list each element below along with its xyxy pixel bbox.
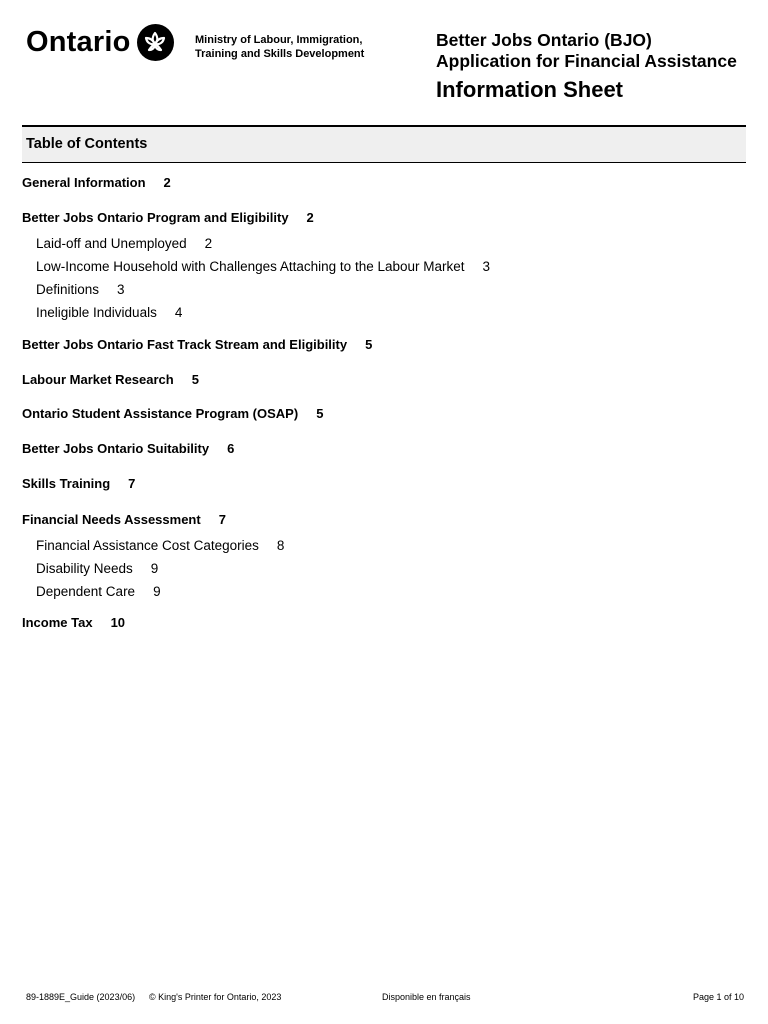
document-title [436, 30, 756, 103]
toc-entry-skills-training[interactable] [22, 476, 135, 491]
toc-entry-label: Better Jobs Ontario Fast Track Stream and Eligibility [22, 337, 348, 352]
toc-entry-label: Laid-off and Unemployed [36, 236, 187, 251]
toc-entry-label: Skills Training [22, 476, 111, 491]
toc-entry-disability-needs[interactable] [36, 561, 158, 576]
toc-entry-page: 2 [306, 210, 314, 225]
copyright: © King's Printer for Ontario, 2023 [149, 992, 282, 1002]
toc-entry-page: 9 [153, 584, 161, 599]
toc-entry-labour-market[interactable] [22, 372, 199, 387]
logo-wordmark: Ontario [26, 26, 131, 58]
toc-entry-page: 6 [227, 441, 235, 456]
toc-entry-osap[interactable] [22, 406, 323, 421]
toc-entry-page: 2 [204, 236, 213, 251]
page-footer [0, 992, 768, 1004]
toc-entry-label: Financial Needs Assessment [22, 512, 201, 527]
toc-entry-label: Low-Income Household with Challenges Attaching to the Labour Market [36, 259, 465, 274]
toc-entry-page: 3 [482, 259, 491, 274]
toc-entry-definitions[interactable] [36, 282, 125, 297]
toc-entry-page: 5 [191, 372, 199, 387]
toc-entry-page: 7 [128, 476, 136, 491]
form-id: 89-1889E_Guide (2023/06) [26, 992, 136, 1002]
toc-entry-fast-track[interactable] [22, 337, 372, 352]
toc-entry-label: Financial Assistance Cost Categories [36, 538, 259, 553]
toc-entry-page: 3 [117, 282, 125, 297]
toc-entry-low-income[interactable] [36, 259, 490, 274]
toc-entry-page: 2 [163, 175, 171, 190]
toc-entry-page: 9 [150, 561, 159, 576]
toc-entry-ineligible[interactable] [36, 305, 182, 320]
ministry-line-1: Ministry of Labour, Immigration, [195, 34, 363, 46]
toc-entry-page: 5 [316, 406, 324, 421]
toc-entry-laid-off[interactable] [36, 236, 212, 251]
toc-entry-cost-categories[interactable] [36, 538, 284, 553]
toc-entry-page: 8 [276, 538, 285, 553]
title-line-3: Information Sheet [436, 77, 624, 102]
toc-entry-dependent-care[interactable] [36, 584, 161, 599]
toc-entry-label: Better Jobs Ontario Suitability [22, 441, 210, 456]
french-availability: Disponible en français [382, 992, 471, 1002]
toc-entry-suitability[interactable] [22, 441, 234, 456]
page-number: Page 1 of 10 [693, 992, 745, 1002]
toc-entry-income-tax[interactable] [22, 615, 125, 630]
toc-entry-label: Disability Needs [36, 561, 133, 576]
toc-entry-financial-needs[interactable] [22, 512, 226, 527]
toc-entry-page: 5 [365, 337, 373, 352]
toc-heading: Table of Contents [26, 136, 148, 152]
toc-entry-label: Definitions [36, 282, 100, 297]
trillium-icon [137, 24, 174, 61]
toc-entry-general-information[interactable] [22, 175, 171, 190]
toc-entry-label: Ontario Student Assistance Program (OSAP) [22, 406, 299, 421]
toc-entry-label: Ineligible Individuals [36, 305, 157, 320]
toc-entry-label: Better Jobs Ontario Program and Eligibility [22, 210, 289, 225]
toc-heading-bar [22, 125, 746, 163]
page-header [0, 0, 768, 120]
toc-entry-page: 10 [110, 615, 126, 630]
ministry-name [195, 33, 395, 61]
title-line-2: Application for Financial Assistance [436, 51, 737, 71]
toc-entry-page: 7 [218, 512, 226, 527]
toc-entry-program-eligibility[interactable] [22, 210, 314, 225]
toc-entry-page: 4 [174, 305, 183, 320]
ontario-logo [26, 24, 174, 61]
toc-entry-label: Dependent Care [36, 584, 136, 599]
toc-entry-label: General Information [22, 175, 146, 190]
toc-entry-label: Income Tax [22, 615, 93, 630]
title-line-1: Better Jobs Ontario (BJO) [436, 30, 652, 50]
ministry-line-2: Training and Skills Development [195, 48, 365, 60]
toc-entry-label: Labour Market Research [22, 372, 174, 387]
